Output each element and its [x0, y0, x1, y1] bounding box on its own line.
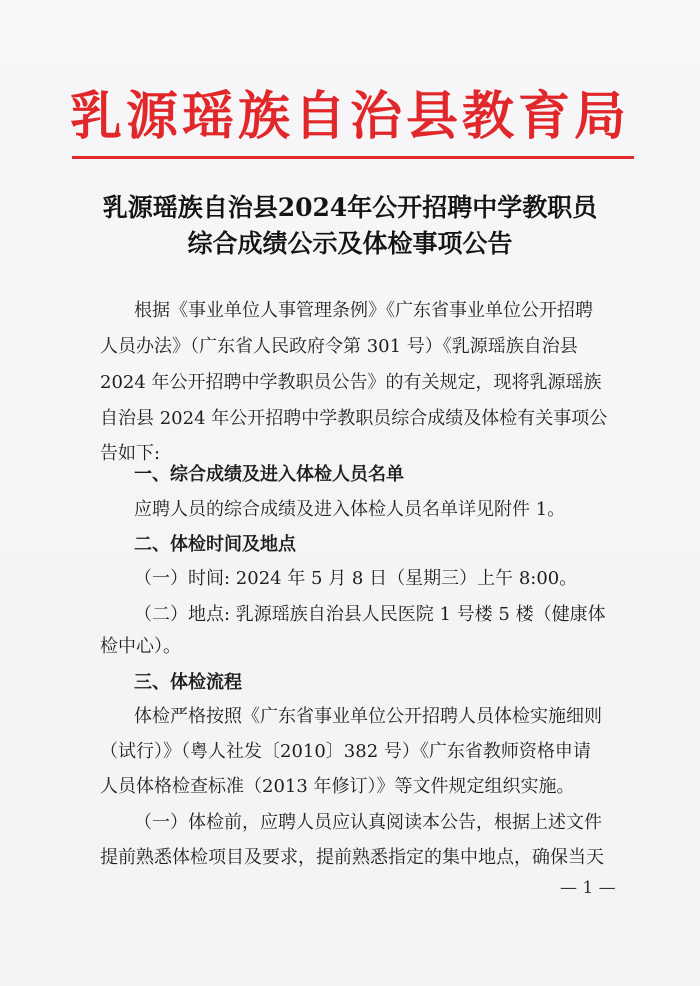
section-3-para-2-line-2: 提前熟悉体检项目及要求，提前熟悉指定的集中地点，确保当天	[100, 847, 604, 868]
section-3-para-1-line-3: 人员体格检查标准（2013 年修订）》等文件规定组织实施。	[100, 776, 575, 797]
document-title-line-1: 乳源瑶族自治县2024年公开招聘中学教职员	[102, 193, 598, 222]
section-1-text: 应聘人员的综合成绩及进入体检人员名单详见附件 1。	[134, 499, 566, 520]
intro-line-5: 告如下:	[100, 443, 161, 464]
section-2-place-line-2: 检中心）。	[100, 636, 181, 657]
section-2-place-line-1: （二）地点: 乳源瑶族自治县人民医院 1 号楼 5 楼（健康体	[134, 604, 606, 625]
section-2-time: （一）时间: 2024 年 5 月 8 日（星期三）上午 8:00。	[134, 568, 578, 589]
section-1-heading: 一、综合成绩及进入体检人员名单	[134, 464, 404, 485]
intro-line-2: 人员办法》（广东省人民政府令第 301 号）《乳源瑶族自治县	[100, 336, 578, 357]
intro-line-1: 根据《事业单位人事管理条例》《广东省事业单位公开招聘	[134, 300, 593, 321]
section-2-heading: 二、体检时间及地点	[134, 534, 296, 555]
intro-line-3: 2024 年公开招聘中学教职员公告》的有关规定，现将乳源瑶族	[100, 372, 602, 393]
page-number: — 1 —	[560, 878, 616, 898]
organization-header: 乳源瑶族自治县教育局	[69, 86, 630, 147]
section-3-heading: 三、体检流程	[134, 672, 242, 693]
header-red-rule	[72, 156, 634, 159]
section-3-para-1-line-1: 体检严格按照《广东省事业单位公开招聘人员体检实施细则	[134, 706, 602, 727]
document-title-line-2: 综合成绩公示及体检事项公告	[187, 229, 513, 258]
section-3-para-1-line-2: （试行）》（粤人社发〔2010〕382 号）《广东省教师资格申请	[100, 741, 591, 762]
intro-line-4: 自治县 2024 年公开招聘中学教职员综合成绩及体检有关事项公	[100, 408, 608, 429]
section-3-para-2-line-1: （一）体检前，应聘人员应认真阅读本公告，根据上述文件	[134, 812, 602, 833]
